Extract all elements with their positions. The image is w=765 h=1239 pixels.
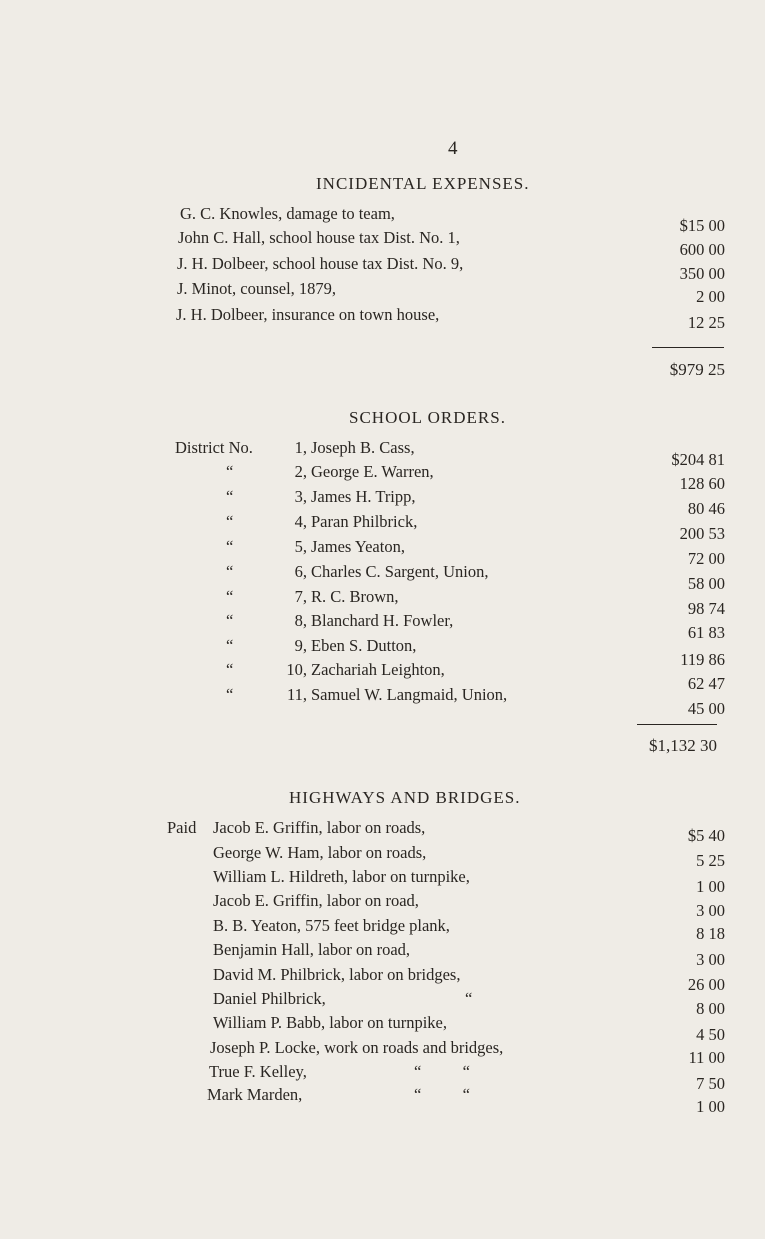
- expense-amount: $15 00: [679, 216, 725, 235]
- expense-description: John C. Hall, school house tax Dist. No. 1,: [178, 228, 460, 247]
- highways-bridges-heading: HIGHWAYS AND BRIDGES.: [289, 788, 521, 807]
- payment-amount: 3 00: [696, 901, 725, 920]
- expense-amount: 600 00: [679, 240, 725, 259]
- ditto-mark: “: [226, 537, 234, 556]
- teacher-name: Blanchard H. Fowler,: [311, 611, 454, 630]
- table-row: [0, 1013, 765, 1044]
- table-row: [0, 636, 765, 669]
- table-row: [0, 916, 765, 943]
- payee-description: George W. Ham, labor on roads,: [213, 843, 427, 862]
- payee-description: Joseph P. Locke, work on roads and bridges,: [210, 1038, 504, 1057]
- ditto-mark: “: [226, 685, 234, 704]
- district-number: 2,: [294, 462, 307, 481]
- teacher-name: Samuel W. Langmaid, Union,: [311, 685, 508, 704]
- payee-description: Jacob E. Griffin, labor on roads,: [213, 818, 426, 837]
- ditto-mark: “: [226, 636, 234, 655]
- teacher-name: Eben S. Dutton,: [311, 636, 417, 655]
- table-row: [0, 512, 765, 543]
- table-row: [0, 228, 765, 259]
- expense-description: J. H. Dolbeer, school house tax Dist. No. 9,: [177, 254, 464, 273]
- payee-description: Benjamin Hall, labor on road,: [213, 940, 411, 959]
- expense-amount: 12 25: [687, 313, 725, 332]
- teacher-name: Zachariah Leighton,: [311, 660, 445, 679]
- table-row: [0, 965, 765, 994]
- payee-description: Daniel Philbrick,: [213, 989, 326, 1008]
- expense-amount: 350 00: [679, 264, 725, 283]
- order-amount: 98 74: [687, 599, 725, 618]
- table-row: [0, 989, 765, 1018]
- payment-amount: 1 00: [696, 877, 725, 896]
- table-row: [0, 254, 765, 283]
- table-row: [0, 891, 765, 920]
- table-row: [0, 660, 765, 693]
- order-amount: 128 60: [679, 474, 725, 493]
- table-row: [0, 1038, 765, 1067]
- district-number: 4,: [294, 512, 307, 531]
- table-row: [0, 562, 765, 593]
- payee-description: William L. Hildreth, labor on turnpike,: [213, 867, 470, 886]
- table-row: [0, 537, 765, 568]
- district-number: 11,: [286, 685, 307, 704]
- order-amount: 72 00: [687, 549, 725, 568]
- teacher-name: James H. Tripp,: [311, 487, 416, 506]
- district-number: 6,: [294, 562, 307, 581]
- ditto-mark: “: [226, 562, 234, 581]
- district-number: 5,: [294, 537, 307, 556]
- order-amount: 45 00: [687, 699, 725, 718]
- order-amount: 80 46: [687, 499, 725, 518]
- table-row: [0, 279, 765, 306]
- order-amount: 200 53: [679, 524, 725, 543]
- ditto-mark: “: [226, 587, 234, 606]
- district-number: 8,: [294, 611, 307, 630]
- ditto-mark: “: [226, 462, 234, 481]
- teacher-name: R. C. Brown,: [311, 587, 399, 606]
- payment-amount: 26 00: [687, 975, 725, 994]
- table-row: [0, 818, 765, 845]
- paid-label: Paid: [167, 818, 197, 837]
- sum-rule: [652, 347, 724, 348]
- table-row: [0, 685, 765, 718]
- table-row: [0, 587, 765, 618]
- payee-description: Jacob E. Griffin, labor on road,: [213, 891, 419, 910]
- district-label: District No.: [175, 438, 253, 457]
- payment-amount: 1 00: [696, 1097, 725, 1116]
- table-row: [0, 438, 765, 469]
- district-number: 7,: [294, 587, 307, 606]
- ditto-mark: “: [465, 989, 473, 1008]
- order-amount: 119 86: [680, 650, 725, 669]
- table-row: [0, 204, 765, 235]
- district-number: 1,: [294, 438, 307, 457]
- expense-description: J. H. Dolbeer, insurance on town house,: [176, 305, 440, 324]
- table-row: [0, 843, 765, 870]
- table-row: [0, 611, 765, 642]
- district-number: 9,: [294, 636, 307, 655]
- payee-description: William P. Babb, labor on turnpike,: [213, 1013, 447, 1032]
- teacher-name: Joseph B. Cass,: [311, 438, 415, 457]
- expense-amount: 2 00: [696, 287, 725, 306]
- sum-rule: [637, 724, 717, 725]
- ditto-mark: “ “: [414, 1062, 470, 1081]
- payment-amount: 11 00: [688, 1048, 725, 1067]
- payment-amount: 5 25: [696, 851, 725, 870]
- school-orders-heading: SCHOOL ORDERS.: [349, 408, 506, 427]
- district-number: 3,: [294, 487, 307, 506]
- ditto-mark: “: [226, 660, 234, 679]
- page-number: 4: [448, 138, 458, 159]
- table-row: [0, 940, 765, 969]
- table-row: [0, 305, 765, 332]
- payee-description: Mark Marden,: [207, 1085, 303, 1104]
- ditto-mark: “ “: [414, 1085, 470, 1104]
- ditto-mark: “: [226, 487, 234, 506]
- school-orders-total: $1,132 30: [649, 736, 717, 755]
- payment-amount: 4 50: [696, 1025, 725, 1044]
- order-amount: 61 83: [687, 623, 725, 642]
- order-amount: 62 47: [687, 674, 725, 693]
- payee-description: True F. Kelley,: [209, 1062, 307, 1081]
- expense-description: G. C. Knowles, damage to team,: [180, 204, 395, 223]
- order-amount: $204 81: [671, 450, 725, 469]
- payment-amount: 3 00: [696, 950, 725, 969]
- table-row: [0, 487, 765, 518]
- ditto-mark: “: [226, 512, 234, 531]
- table-row: [0, 1085, 765, 1116]
- incidental-total: $979 25: [669, 360, 725, 379]
- payee-description: David M. Philbrick, labor on bridges,: [213, 965, 461, 984]
- expense-description: J. Minot, counsel, 1879,: [177, 279, 337, 298]
- payment-amount: $5 40: [687, 826, 725, 845]
- teacher-name: Paran Philbrick,: [311, 512, 418, 531]
- payment-amount: 8 00: [696, 999, 725, 1018]
- district-number: 10,: [286, 660, 307, 679]
- table-row: [0, 1062, 765, 1093]
- incidental-expenses-heading: INCIDENTAL EXPENSES.: [316, 174, 530, 193]
- order-amount: 58 00: [687, 574, 725, 593]
- teacher-name: George E. Warren,: [311, 462, 434, 481]
- table-row: [0, 867, 765, 896]
- payee-description: B. B. Yeaton, 575 feet bridge plank,: [213, 916, 450, 935]
- payment-amount: 8 18: [696, 924, 725, 943]
- table-row: [0, 462, 765, 493]
- ditto-mark: “: [226, 611, 234, 630]
- payment-amount: 7 50: [696, 1074, 725, 1093]
- teacher-name: Charles C. Sargent, Union,: [311, 562, 489, 581]
- teacher-name: James Yeaton,: [311, 537, 405, 556]
